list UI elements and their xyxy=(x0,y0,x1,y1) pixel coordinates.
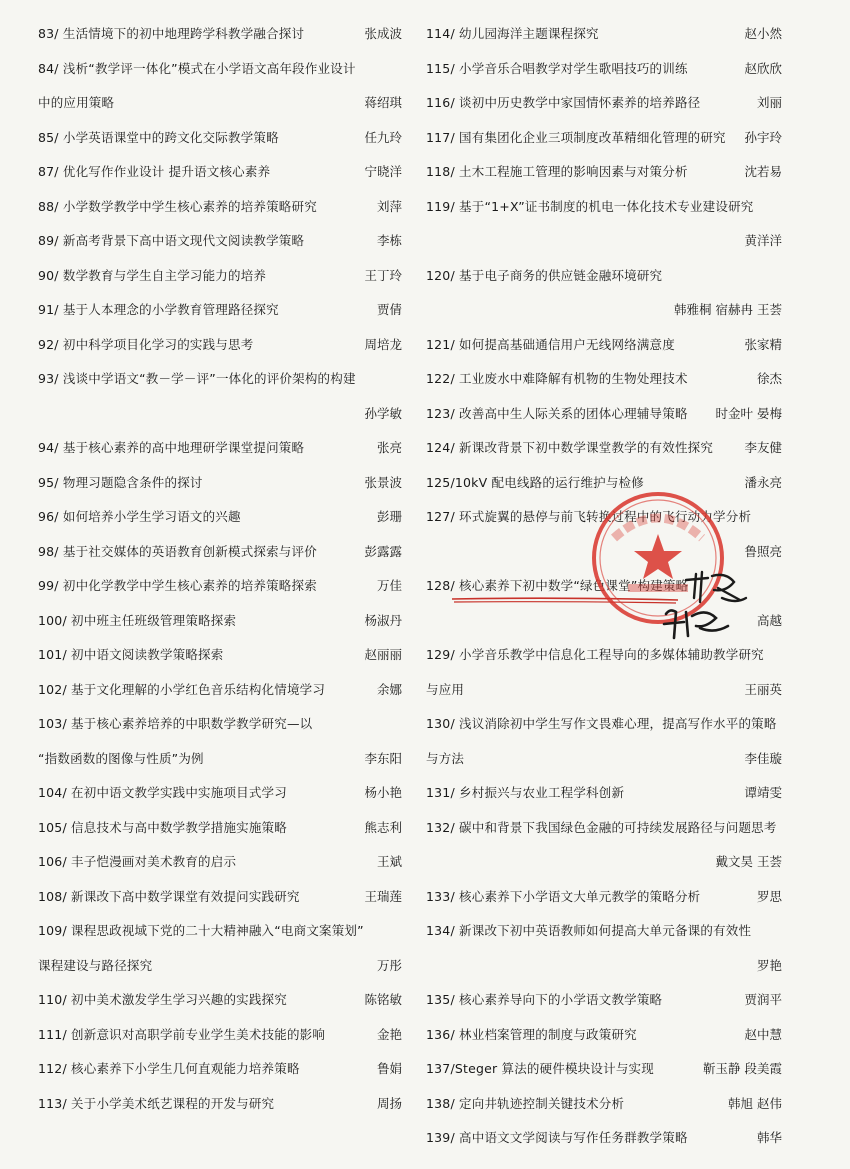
entry-author: 韩旭 赵伟 xyxy=(728,1095,782,1111)
entry-author: 潘永亮 xyxy=(744,474,782,490)
entry-author: 彭珊 xyxy=(376,509,402,524)
entry-author: 黄洋洋 xyxy=(744,233,782,248)
entry-title: 96/ 如何培养小学生学习语文的兴趣 xyxy=(38,509,241,524)
entry-author: 李栋 xyxy=(376,233,402,248)
entry-title: 93/ 浅谈中学语文“教－学－评”一体化的评价架构的构建 xyxy=(38,371,356,386)
entry-author: 金艳 xyxy=(376,1026,402,1042)
entry-title: 138/ 定向井轨迹控制关键技术分析 xyxy=(426,1095,625,1111)
entry-author: 罗艳 xyxy=(756,957,782,973)
entry-author: 万彤 xyxy=(376,957,402,973)
entry-author: 万佳 xyxy=(376,578,402,593)
entry-author: 杨淑丹 xyxy=(364,612,402,628)
entry-title: 88/ 小学数学教学中学生核心素养的培养策略研究 xyxy=(38,198,317,214)
entry-title: 135/ 核心素养导向下的小学语文教学策略 xyxy=(426,992,663,1007)
entry-author: 孙学敏 xyxy=(364,405,402,421)
entry-title: 139/ 高中语文文学阅读与写作任务群教学策略 xyxy=(426,1130,688,1145)
entry-author: 刘萍 xyxy=(376,198,402,214)
entry-author: 张成波 xyxy=(364,26,402,41)
entry-title: 120/ 基于电子商务的供应链金融环境研究 xyxy=(426,267,663,283)
entry-author: 戴文昊 王荟 xyxy=(715,854,782,869)
entry-title: 113/ 关于小学美术纸艺课程的开发与研究 xyxy=(38,1095,275,1111)
entry-title: 103/ 基于核心素养培养的中职数学教学研究—以 xyxy=(38,716,313,731)
entry-title: 110/ 初中美术激发学生学习兴趣的实践探究 xyxy=(38,992,287,1007)
entry-author: 沈若易 xyxy=(744,164,782,179)
entry-author: 鲁娟 xyxy=(376,1061,402,1076)
entry-author: 赵小然 xyxy=(744,26,782,41)
entry-author: 周培龙 xyxy=(364,336,402,352)
entry-author: 余娜 xyxy=(376,681,402,697)
entry-title: 95/ 物理习题隐含条件的探讨 xyxy=(38,474,203,490)
entry-title: 136/ 林业档案管理的制度与政策研究 xyxy=(426,1026,637,1042)
entry-title: 中的应用策略 xyxy=(38,95,115,110)
entry-title: 91/ 基于人本理念的小学教育管理路径探究 xyxy=(38,302,279,317)
entry-author: 李友健 xyxy=(744,440,782,455)
entry-title: 92/ 初中科学项目化学习的实践与思考 xyxy=(38,336,254,352)
entry-title: 84/ 浅析“教学评一体化”模式在小学语文高年段作业设计 xyxy=(38,60,356,76)
handwritten-signature-icon xyxy=(656,568,752,642)
entry-title: 90/ 数学教育与学生自主学习能力的培养 xyxy=(38,267,267,283)
entry-author: 刘丽 xyxy=(756,95,782,110)
entry-title: 94/ 基于核心素养的高中地理研学课堂提问策略 xyxy=(38,440,305,455)
entry-title: 105/ 信息技术与高中数学教学措施实施策略 xyxy=(38,819,287,835)
entry-title: 129/ 小学音乐教学中信息化工程导向的多媒体辅助教学研究 xyxy=(426,647,764,662)
entry-title: 123/ 改善高中生人际关系的团体心理辅导策略 xyxy=(426,405,688,421)
entry-title: 122/ 工业废水中难降解有机物的生物处理技术 xyxy=(426,371,688,386)
entry-title: 89/ 新高考背景下高中语文现代文阅读教学策略 xyxy=(38,233,305,248)
entry-title: 课程建设与路径探究 xyxy=(38,957,153,973)
entry-author: 赵欣欣 xyxy=(744,60,782,76)
entry-title: 102/ 基于文化理解的小学红色音乐结构化情境学习 xyxy=(38,681,326,697)
entry-title: 与应用 xyxy=(426,681,465,697)
entry-title: 121/ 如何提高基础通信用户无线网络满意度 xyxy=(426,336,675,352)
entry-author: 鲁照亮 xyxy=(744,543,782,559)
entry-title: 134/ 新课改下初中英语教师如何提高大单元备课的有效性 xyxy=(426,923,752,938)
entry-author: 靳玉静 段美霞 xyxy=(703,1061,782,1076)
entry-author: 高越 xyxy=(756,612,782,628)
entry-author: 王斌 xyxy=(376,854,402,869)
entry-author: 彭露露 xyxy=(364,543,402,559)
entry-title: 与方法 xyxy=(426,750,465,766)
entry-author: 赵中慧 xyxy=(744,1026,782,1042)
entry-title: 112/ 核心素养下小学生几何直观能力培养策略 xyxy=(38,1061,300,1076)
entry-author: 陈铭敏 xyxy=(364,992,402,1007)
entry-title: 106/ 丰子恺漫画对美术教育的启示 xyxy=(38,854,237,869)
entry-title: 124/ 新课改背景下初中数学课堂教学的有效性探究 xyxy=(426,440,714,455)
entry-author: 蒋绍琪 xyxy=(364,95,402,110)
entry-title: 85/ 小学英语课堂中的跨文化交际教学策略 xyxy=(38,129,279,145)
entry-title: 137/Steger 算法的硬件模块设计与实现 xyxy=(426,1061,654,1076)
entry-title: 116/ 谈初中历史教学中家国情怀素养的培养路径 xyxy=(426,95,701,110)
entry-title: 119/ 基于“1+X”证书制度的机电一体化技术专业建设研究 xyxy=(426,198,754,214)
entry-title: 118/ 土木工程施工管理的影响因素与对策分析 xyxy=(426,164,688,179)
entry-author: 罗思 xyxy=(756,888,782,904)
entry-title: 104/ 在初中语文教学实践中实施项目式学习 xyxy=(38,785,287,800)
entry-title: 128/ 核心素养下初中数学“绿色课堂”构建策略 xyxy=(426,578,689,593)
entry-author: 徐杰 xyxy=(756,371,782,386)
entry-title: 125/10kV 配电线路的运行维护与检修 xyxy=(426,474,644,490)
entry-author: 孙宇玲 xyxy=(744,129,782,145)
entry-author: 韩华 xyxy=(756,1130,782,1145)
entry-author: 贾倩 xyxy=(376,302,402,317)
entry-author: 张家精 xyxy=(744,336,782,352)
entry-author: 熊志利 xyxy=(364,819,402,835)
entry-author: 时金叶 晏梅 xyxy=(715,405,782,421)
entry-author: 王丁玲 xyxy=(364,267,402,283)
entry-author: 赵丽丽 xyxy=(364,647,402,662)
entry-title: 115/ 小学音乐合唱教学对学生歌唱技巧的训练 xyxy=(426,60,688,76)
entry-title: 132/ 碳中和背景下我国绿色金融的可持续发展路径与问题思考 xyxy=(426,819,777,835)
entry-author: 李东阳 xyxy=(364,750,402,766)
entry-title: 83/ 生活情境下的初中地理跨学科教学融合探讨 xyxy=(38,26,305,41)
entry-title: 108/ 新课改下高中数学课堂有效提问实践研究 xyxy=(38,888,300,904)
entry-author: 李佳璇 xyxy=(744,750,782,766)
entry-author: 张亮 xyxy=(376,440,402,455)
entry-title: 87/ 优化写作作业设计 提升语文核心素养 xyxy=(38,164,271,179)
entry-author: 张景波 xyxy=(364,474,402,490)
entry-author: 王瑞莲 xyxy=(364,888,402,904)
entry-author: 任九玲 xyxy=(364,129,402,145)
entry-author: 贾润平 xyxy=(744,992,782,1007)
entry-title: 101/ 初中语文阅读教学策略探索 xyxy=(38,647,224,662)
entry-title: 100/ 初中班主任班级管理策略探索 xyxy=(38,612,237,628)
entry-title: 133/ 核心素养下小学语文大单元教学的策略分析 xyxy=(426,888,701,904)
entry-title: 99/ 初中化学教学中学生核心素养的培养策略探索 xyxy=(38,578,317,593)
entry-author: 谭靖雯 xyxy=(744,785,782,800)
entry-title: “指数函数的图像与性质”为例 xyxy=(38,750,204,766)
entry-title: 127/ 环式旋翼的悬停与前飞转换过程中的飞行动力学分析 xyxy=(426,509,752,524)
entry-title: 114/ 幼儿园海洋主题课程探究 xyxy=(426,26,599,41)
entry-author: 韩雅桐 宿赫冉 王荟 xyxy=(674,302,782,317)
entry-title: 130/ 浅议消除初中学生写作文畏难心理，提高写作水平的策略 xyxy=(426,716,777,731)
entry-author: 宁晓洋 xyxy=(364,164,402,179)
entry-title: 131/ 乡村振兴与农业工程学科创新 xyxy=(426,785,625,800)
entry-title: 109/ 课程思政视域下党的二十大精神融入“电商文案策划” xyxy=(38,923,364,938)
entry-author: 杨小艳 xyxy=(364,785,402,800)
entry-title: 117/ 国有集团化企业三项制度改革精细化管理的研究 xyxy=(426,129,726,145)
entry-author: 王丽英 xyxy=(744,681,782,697)
entry-author: 周扬 xyxy=(376,1095,402,1111)
entry-title: 98/ 基于社交媒体的英语教育创新模式探索与评价 xyxy=(38,543,317,559)
entry-title: 111/ 创新意识对高职学前专业学生美术技能的影响 xyxy=(38,1026,326,1042)
